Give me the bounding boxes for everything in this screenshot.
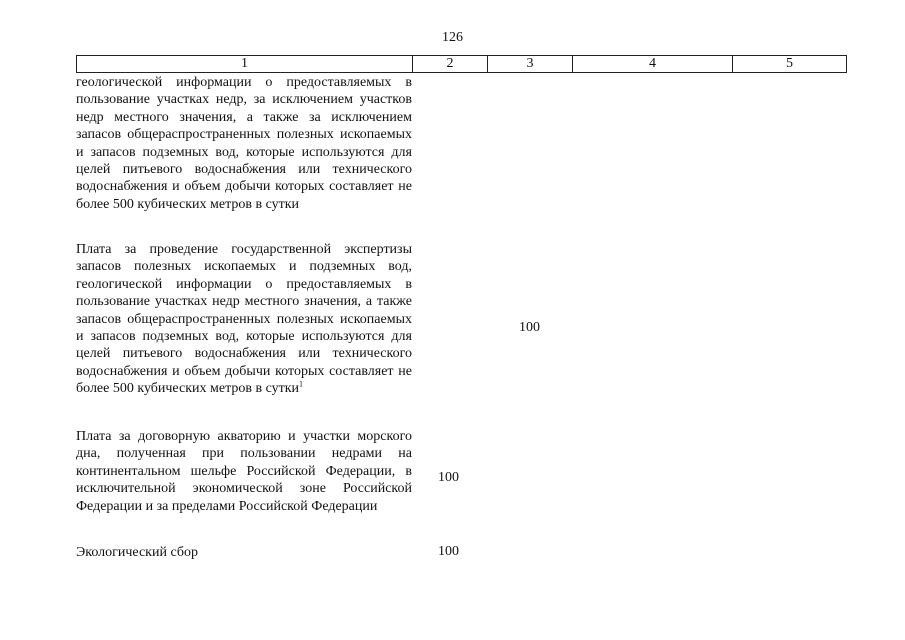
column-header-2: 2	[413, 56, 488, 72]
row-text: Экологический сбор	[76, 545, 198, 560]
row-water-area-seabed-fee	[76, 428, 412, 515]
row-text: Плата за проведение государственной экспертизы запасов полезных ископаемых и подземных вод, геологической информации о предоставляемых в пользование участках недр местного значения, а также запасов общераспространенных полезных ископаемых и запасов подземных вод, которые используются для целей питьевого водоснабжения или технического водоснабжения и объем добычи которых составляет не более 500 кубических метров в сутки	[76, 242, 412, 397]
column-header-5: 5	[786, 56, 793, 71]
row-state-expertise-local-fee	[76, 241, 412, 398]
page-number: 126	[442, 30, 463, 45]
column-header-4: 4	[573, 56, 733, 72]
row-value-col2: 100	[438, 544, 459, 559]
column-header-1: 1	[77, 56, 413, 72]
column-header-3: 3	[488, 56, 573, 72]
row-value-col3: 100	[519, 320, 540, 335]
row-text: Плата за договорную акваторию и участки морского дна, полученная при пользовании недрами на континентальном шельфе Российской Федерации, в исключительной экономической зоне Российской Федерации и за пределами Российской Федерации	[76, 429, 412, 514]
footnote-marker: 1	[299, 379, 304, 389]
row-value-col2: 100	[438, 470, 459, 485]
column-number-header	[76, 55, 847, 73]
row-geological-info-continuation	[76, 74, 412, 213]
row-text: геологической информации о предоставляемых в пользование участках недр, за исключением участков недр местного значения, а также за исключением запасов общераспространенных полезных ископаемых и запасов подземных вод, которые используются для целей питьевого водоснабжения или технического водоснабжения и объем добычи которых составляет не более 500 кубических метров в сутки	[76, 75, 412, 212]
row-ecological-fee	[76, 544, 412, 561]
